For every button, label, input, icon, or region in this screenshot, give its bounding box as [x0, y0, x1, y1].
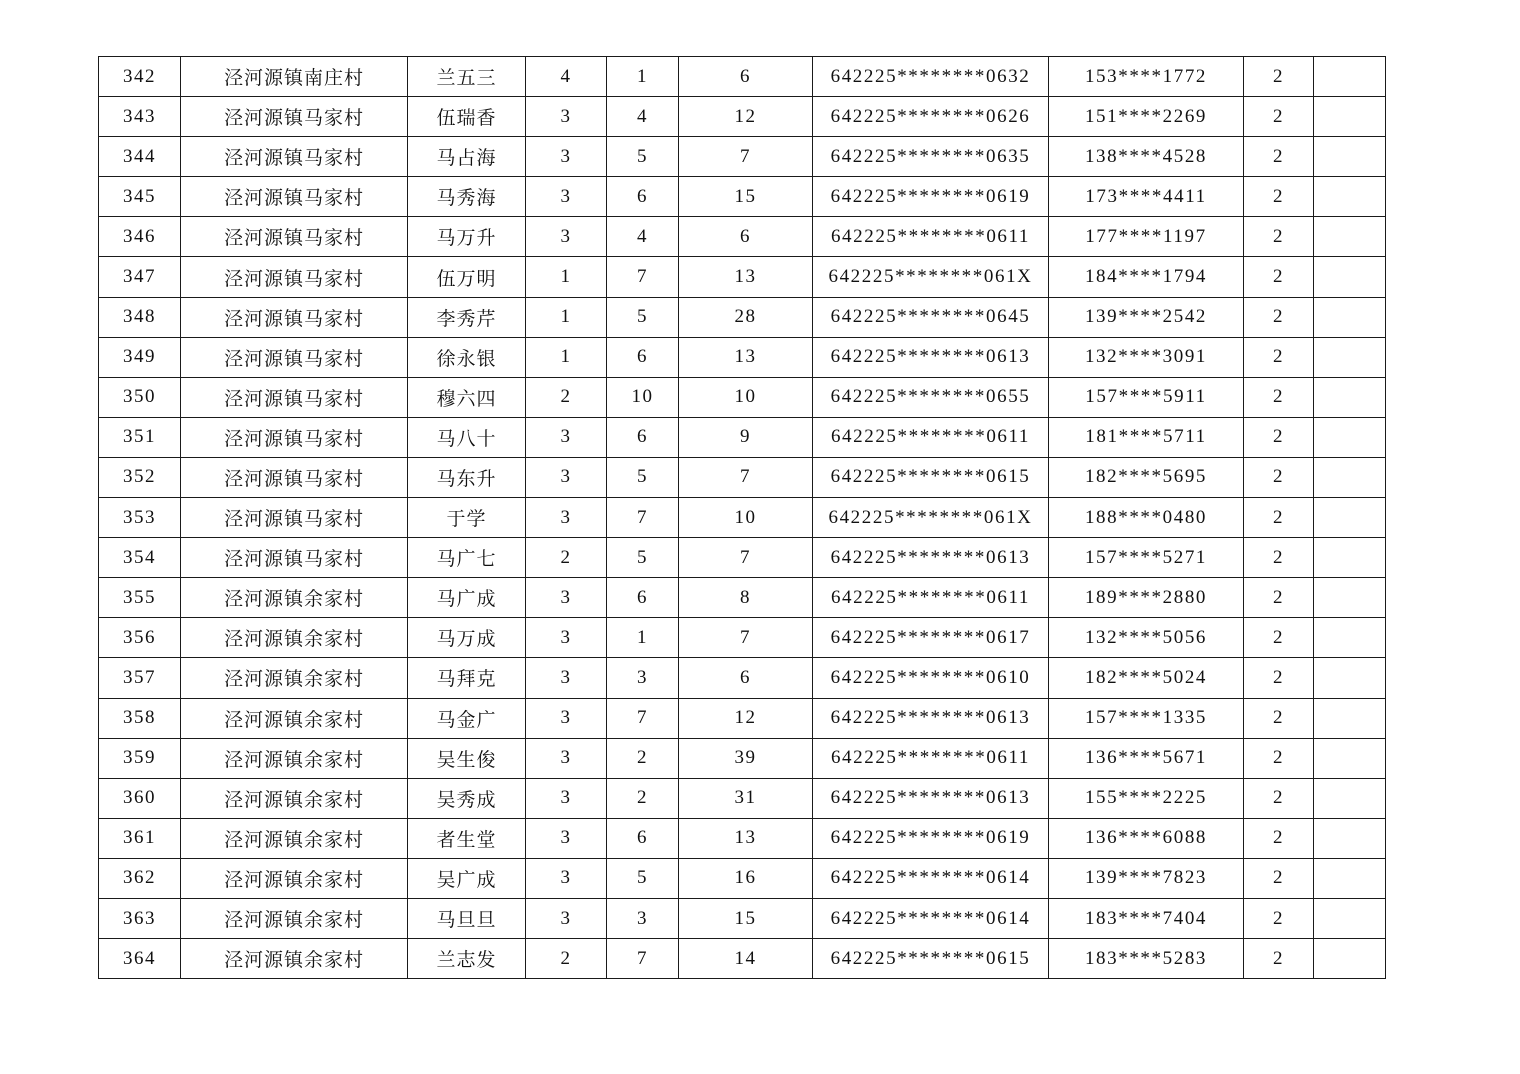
- cell-col-a: 2: [526, 939, 607, 979]
- cell-name: 穆六四: [408, 377, 526, 417]
- cell-col-a: 3: [526, 658, 607, 698]
- cell-id-number: 642225********0615: [813, 457, 1049, 497]
- cell-col-a: 2: [526, 538, 607, 578]
- cell-col-d: 2: [1244, 498, 1314, 538]
- cell-col-a: 3: [526, 578, 607, 618]
- cell-remark: [1314, 417, 1386, 457]
- cell-village: 泾河源镇余家村: [181, 818, 408, 858]
- cell-id-number: 642225********0635: [813, 137, 1049, 177]
- table-row: [99, 257, 1386, 297]
- cell-name: 于学: [408, 498, 526, 538]
- table-row: [99, 97, 1386, 137]
- cell-index: 355: [99, 578, 181, 618]
- cell-col-b: 5: [607, 858, 679, 898]
- table-row: [99, 858, 1386, 898]
- cell-remark: [1314, 97, 1386, 137]
- cell-phone: 188****0480: [1049, 498, 1244, 538]
- cell-name: 马金广: [408, 698, 526, 738]
- cell-village: 泾河源镇余家村: [181, 738, 408, 778]
- cell-col-a: 2: [526, 377, 607, 417]
- cell-name: 者生堂: [408, 818, 526, 858]
- cell-id-number: 642225********0611: [813, 417, 1049, 457]
- cell-index: 346: [99, 217, 181, 257]
- cell-col-b: 6: [607, 578, 679, 618]
- cell-col-c: 6: [679, 217, 813, 257]
- cell-phone: 157****5271: [1049, 538, 1244, 578]
- cell-col-c: 14: [679, 939, 813, 979]
- cell-col-b: 1: [607, 618, 679, 658]
- cell-col-c: 6: [679, 658, 813, 698]
- cell-index: 361: [99, 818, 181, 858]
- cell-col-a: 3: [526, 137, 607, 177]
- cell-col-b: 4: [607, 217, 679, 257]
- cell-col-b: 7: [607, 698, 679, 738]
- cell-index: 345: [99, 177, 181, 217]
- cell-col-a: 3: [526, 217, 607, 257]
- cell-col-d: 2: [1244, 578, 1314, 618]
- cell-col-a: 3: [526, 818, 607, 858]
- cell-col-c: 7: [679, 137, 813, 177]
- cell-col-d: 2: [1244, 137, 1314, 177]
- cell-village: 泾河源镇马家村: [181, 498, 408, 538]
- cell-col-a: 3: [526, 898, 607, 938]
- cell-index: 351: [99, 417, 181, 457]
- cell-remark: [1314, 297, 1386, 337]
- table-row: [99, 818, 1386, 858]
- cell-col-d: 2: [1244, 778, 1314, 818]
- table-row: [99, 417, 1386, 457]
- cell-name: 吴广成: [408, 858, 526, 898]
- cell-col-a: 3: [526, 498, 607, 538]
- cell-id-number: 642225********0615: [813, 939, 1049, 979]
- cell-col-b: 6: [607, 337, 679, 377]
- cell-name: 马东升: [408, 457, 526, 497]
- table-row: [99, 939, 1386, 979]
- cell-col-d: 2: [1244, 858, 1314, 898]
- cell-col-b: 6: [607, 177, 679, 217]
- cell-name: 马万成: [408, 618, 526, 658]
- cell-remark: [1314, 377, 1386, 417]
- cell-phone: 151****2269: [1049, 97, 1244, 137]
- cell-col-b: 5: [607, 137, 679, 177]
- cell-id-number: 642225********0611: [813, 578, 1049, 618]
- cell-col-d: 2: [1244, 177, 1314, 217]
- cell-col-d: 2: [1244, 658, 1314, 698]
- cell-name: 兰志发: [408, 939, 526, 979]
- cell-village: 泾河源镇马家村: [181, 377, 408, 417]
- cell-name: 吴生俊: [408, 738, 526, 778]
- cell-index: 353: [99, 498, 181, 538]
- cell-phone: 184****1794: [1049, 257, 1244, 297]
- cell-col-c: 13: [679, 337, 813, 377]
- cell-village: 泾河源镇马家村: [181, 457, 408, 497]
- cell-col-b: 2: [607, 778, 679, 818]
- cell-remark: [1314, 939, 1386, 979]
- cell-col-a: 3: [526, 858, 607, 898]
- cell-remark: [1314, 778, 1386, 818]
- table-row: [99, 778, 1386, 818]
- cell-name: 马八十: [408, 417, 526, 457]
- cell-remark: [1314, 698, 1386, 738]
- cell-name: 兰五三: [408, 57, 526, 97]
- cell-col-d: 2: [1244, 257, 1314, 297]
- cell-index: 350: [99, 377, 181, 417]
- cell-remark: [1314, 858, 1386, 898]
- cell-col-b: 4: [607, 97, 679, 137]
- cell-phone: 139****7823: [1049, 858, 1244, 898]
- cell-index: 356: [99, 618, 181, 658]
- cell-col-b: 7: [607, 939, 679, 979]
- cell-village: 泾河源镇余家村: [181, 778, 408, 818]
- cell-col-d: 2: [1244, 297, 1314, 337]
- cell-index: 342: [99, 57, 181, 97]
- cell-village: 泾河源镇马家村: [181, 417, 408, 457]
- cell-village: 泾河源镇马家村: [181, 538, 408, 578]
- table-row: [99, 457, 1386, 497]
- cell-index: 360: [99, 778, 181, 818]
- cell-id-number: 642225********061X: [813, 498, 1049, 538]
- cell-phone: 183****5283: [1049, 939, 1244, 979]
- cell-col-d: 2: [1244, 738, 1314, 778]
- cell-col-d: 2: [1244, 57, 1314, 97]
- cell-col-d: 2: [1244, 337, 1314, 377]
- cell-col-c: 28: [679, 297, 813, 337]
- cell-index: 362: [99, 858, 181, 898]
- cell-village: 泾河源镇马家村: [181, 177, 408, 217]
- cell-id-number: 642225********0614: [813, 898, 1049, 938]
- cell-phone: 183****7404: [1049, 898, 1244, 938]
- cell-id-number: 642225********0610: [813, 658, 1049, 698]
- cell-remark: [1314, 498, 1386, 538]
- cell-col-b: 7: [607, 257, 679, 297]
- cell-id-number: 642225********0619: [813, 177, 1049, 217]
- cell-col-c: 31: [679, 778, 813, 818]
- cell-col-a: 3: [526, 778, 607, 818]
- table-row: [99, 377, 1386, 417]
- cell-phone: 181****5711: [1049, 417, 1244, 457]
- cell-remark: [1314, 337, 1386, 377]
- cell-col-c: 10: [679, 377, 813, 417]
- cell-phone: 182****5695: [1049, 457, 1244, 497]
- cell-col-a: 3: [526, 97, 607, 137]
- cell-village: 泾河源镇马家村: [181, 97, 408, 137]
- cell-col-c: 7: [679, 618, 813, 658]
- cell-village: 泾河源镇余家村: [181, 939, 408, 979]
- cell-id-number: 642225********0614: [813, 858, 1049, 898]
- cell-index: 358: [99, 698, 181, 738]
- cell-col-d: 2: [1244, 818, 1314, 858]
- cell-col-d: 2: [1244, 97, 1314, 137]
- table-row: [99, 578, 1386, 618]
- cell-remark: [1314, 738, 1386, 778]
- cell-phone: 136****5671: [1049, 738, 1244, 778]
- cell-col-b: 5: [607, 297, 679, 337]
- cell-col-b: 3: [607, 658, 679, 698]
- cell-col-c: 16: [679, 858, 813, 898]
- cell-col-a: 3: [526, 457, 607, 497]
- cell-index: 357: [99, 658, 181, 698]
- cell-phone: 153****1772: [1049, 57, 1244, 97]
- table-row: [99, 297, 1386, 337]
- cell-name: 马秀海: [408, 177, 526, 217]
- cell-phone: 136****6088: [1049, 818, 1244, 858]
- cell-village: 泾河源镇余家村: [181, 898, 408, 938]
- cell-col-a: 3: [526, 177, 607, 217]
- cell-village: 泾河源镇余家村: [181, 578, 408, 618]
- table-row: [99, 898, 1386, 938]
- cell-id-number: 642225********0617: [813, 618, 1049, 658]
- cell-name: 马广成: [408, 578, 526, 618]
- cell-phone: 173****4411: [1049, 177, 1244, 217]
- cell-col-c: 6: [679, 57, 813, 97]
- table-row: [99, 698, 1386, 738]
- cell-phone: 157****5911: [1049, 377, 1244, 417]
- cell-phone: 138****4528: [1049, 137, 1244, 177]
- cell-col-c: 39: [679, 738, 813, 778]
- cell-col-b: 6: [607, 417, 679, 457]
- cell-col-d: 2: [1244, 698, 1314, 738]
- cell-col-c: 12: [679, 698, 813, 738]
- cell-remark: [1314, 578, 1386, 618]
- cell-phone: 132****5056: [1049, 618, 1244, 658]
- cell-id-number: 642225********061X: [813, 257, 1049, 297]
- cell-remark: [1314, 457, 1386, 497]
- cell-col-b: 7: [607, 498, 679, 538]
- cell-col-c: 7: [679, 538, 813, 578]
- cell-id-number: 642225********0613: [813, 538, 1049, 578]
- cell-index: 359: [99, 738, 181, 778]
- cell-remark: [1314, 618, 1386, 658]
- cell-phone: 139****2542: [1049, 297, 1244, 337]
- cell-index: 343: [99, 97, 181, 137]
- cell-name: 马占海: [408, 137, 526, 177]
- cell-index: 349: [99, 337, 181, 377]
- cell-village: 泾河源镇马家村: [181, 337, 408, 377]
- cell-index: 344: [99, 137, 181, 177]
- cell-remark: [1314, 898, 1386, 938]
- cell-col-d: 2: [1244, 939, 1314, 979]
- cell-id-number: 642225********0613: [813, 778, 1049, 818]
- cell-name: 徐永银: [408, 337, 526, 377]
- cell-phone: 189****2880: [1049, 578, 1244, 618]
- cell-village: 泾河源镇南庄村: [181, 57, 408, 97]
- table-row: [99, 738, 1386, 778]
- cell-remark: [1314, 818, 1386, 858]
- cell-col-d: 2: [1244, 457, 1314, 497]
- cell-village: 泾河源镇余家村: [181, 858, 408, 898]
- cell-village: 泾河源镇余家村: [181, 618, 408, 658]
- table-row: [99, 337, 1386, 377]
- cell-id-number: 642225********0655: [813, 377, 1049, 417]
- cell-name: 李秀芹: [408, 297, 526, 337]
- cell-name: 马广七: [408, 538, 526, 578]
- cell-phone: 157****1335: [1049, 698, 1244, 738]
- cell-id-number: 642225********0626: [813, 97, 1049, 137]
- cell-name: 马万升: [408, 217, 526, 257]
- data-table: [98, 56, 1386, 979]
- table-row: [99, 177, 1386, 217]
- cell-remark: [1314, 658, 1386, 698]
- cell-col-b: 10: [607, 377, 679, 417]
- cell-col-b: 2: [607, 738, 679, 778]
- table-row: [99, 217, 1386, 257]
- cell-col-c: 15: [679, 898, 813, 938]
- cell-col-d: 2: [1244, 377, 1314, 417]
- cell-col-d: 2: [1244, 898, 1314, 938]
- cell-phone: 132****3091: [1049, 337, 1244, 377]
- cell-phone: 177****1197: [1049, 217, 1244, 257]
- cell-id-number: 642225********0632: [813, 57, 1049, 97]
- cell-col-b: 5: [607, 457, 679, 497]
- cell-col-b: 3: [607, 898, 679, 938]
- cell-village: 泾河源镇马家村: [181, 257, 408, 297]
- cell-name: 吴秀成: [408, 778, 526, 818]
- cell-phone: 155****2225: [1049, 778, 1244, 818]
- cell-name: 伍瑞香: [408, 97, 526, 137]
- cell-name: 马拜克: [408, 658, 526, 698]
- cell-id-number: 642225********0613: [813, 698, 1049, 738]
- cell-index: 364: [99, 939, 181, 979]
- cell-col-c: 15: [679, 177, 813, 217]
- cell-col-c: 7: [679, 457, 813, 497]
- table-row: [99, 618, 1386, 658]
- table-row: [99, 498, 1386, 538]
- cell-col-b: 6: [607, 818, 679, 858]
- cell-col-c: 13: [679, 257, 813, 297]
- cell-index: 348: [99, 297, 181, 337]
- cell-col-d: 2: [1244, 417, 1314, 457]
- cell-col-a: 3: [526, 618, 607, 658]
- cell-remark: [1314, 137, 1386, 177]
- cell-village: 泾河源镇余家村: [181, 658, 408, 698]
- cell-col-b: 1: [607, 57, 679, 97]
- table-row: [99, 137, 1386, 177]
- cell-id-number: 642225********0611: [813, 217, 1049, 257]
- cell-col-a: 3: [526, 738, 607, 778]
- cell-index: 352: [99, 457, 181, 497]
- cell-village: 泾河源镇余家村: [181, 698, 408, 738]
- cell-col-a: 1: [526, 337, 607, 377]
- cell-index: 354: [99, 538, 181, 578]
- cell-name: 马旦旦: [408, 898, 526, 938]
- cell-col-a: 1: [526, 257, 607, 297]
- cell-col-d: 2: [1244, 618, 1314, 658]
- table-row: [99, 57, 1386, 97]
- cell-name: 伍万明: [408, 257, 526, 297]
- cell-id-number: 642225********0645: [813, 297, 1049, 337]
- cell-remark: [1314, 257, 1386, 297]
- cell-village: 泾河源镇马家村: [181, 217, 408, 257]
- cell-col-d: 2: [1244, 217, 1314, 257]
- table-row: [99, 538, 1386, 578]
- cell-id-number: 642225********0613: [813, 337, 1049, 377]
- cell-village: 泾河源镇马家村: [181, 297, 408, 337]
- cell-remark: [1314, 57, 1386, 97]
- cell-col-a: 4: [526, 57, 607, 97]
- cell-remark: [1314, 217, 1386, 257]
- cell-phone: 182****5024: [1049, 658, 1244, 698]
- cell-col-c: 10: [679, 498, 813, 538]
- cell-village: 泾河源镇马家村: [181, 137, 408, 177]
- cell-col-c: 12: [679, 97, 813, 137]
- cell-id-number: 642225********0619: [813, 818, 1049, 858]
- cell-remark: [1314, 177, 1386, 217]
- cell-col-c: 9: [679, 417, 813, 457]
- cell-col-a: 3: [526, 417, 607, 457]
- table-row: [99, 658, 1386, 698]
- cell-col-c: 8: [679, 578, 813, 618]
- cell-col-c: 13: [679, 818, 813, 858]
- cell-col-b: 5: [607, 538, 679, 578]
- cell-col-a: 1: [526, 297, 607, 337]
- cell-col-d: 2: [1244, 538, 1314, 578]
- cell-remark: [1314, 538, 1386, 578]
- cell-col-a: 3: [526, 698, 607, 738]
- cell-id-number: 642225********0611: [813, 738, 1049, 778]
- cell-index: 363: [99, 898, 181, 938]
- cell-index: 347: [99, 257, 181, 297]
